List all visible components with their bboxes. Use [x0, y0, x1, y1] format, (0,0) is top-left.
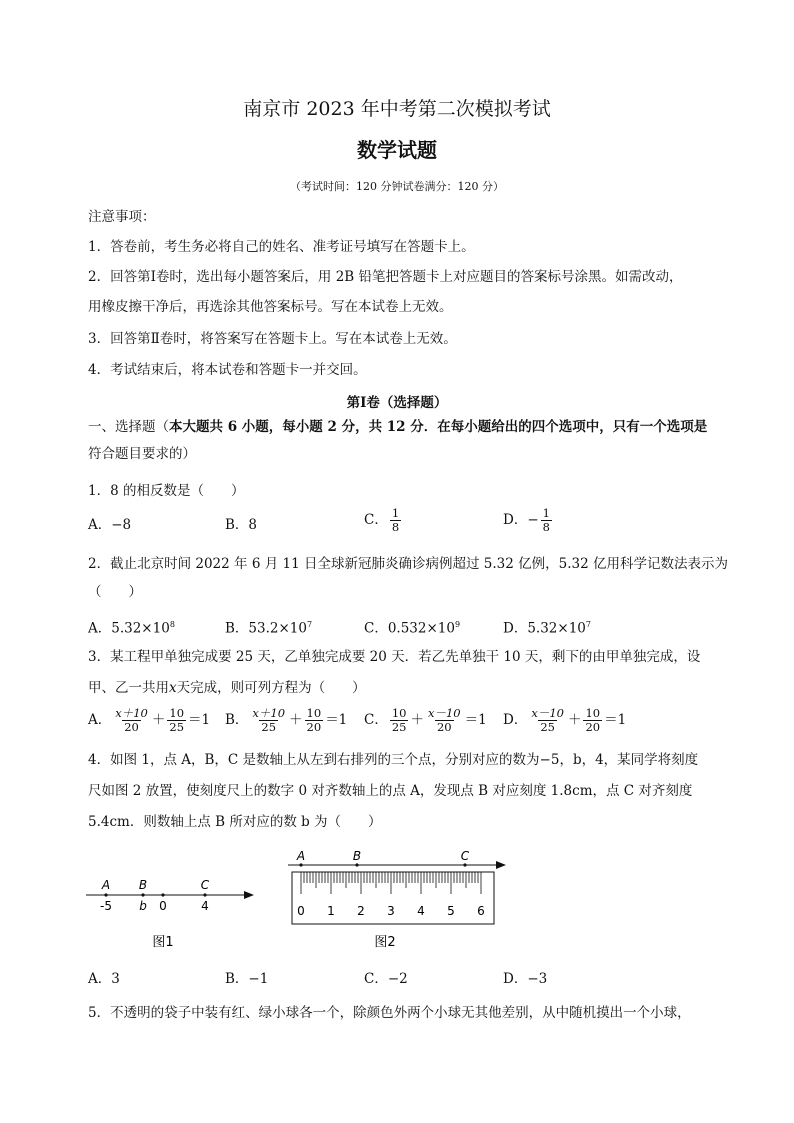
ruler-number: 6 [477, 904, 485, 918]
q4-line2: 尺如图 2 放置，使刻度尺上的数字 0 对齐数轴上的点 A，发现点 B 对应刻度 1.8cm，点 C 对齐刻度 [88, 783, 693, 799]
q3-variable: x [169, 680, 177, 696]
q2-option-c-exponent: 9 [454, 620, 461, 629]
ruler-number: 0 [297, 904, 305, 918]
fraction-denominator: 8 [542, 520, 550, 534]
fraction-numerator: x＋10 [115, 706, 148, 720]
q4-line3: 5.4cm．则数轴上点 B 所对应的数 b 为（ ） [88, 814, 382, 830]
value-b: b [139, 899, 147, 913]
ruler-number: 1 [327, 904, 335, 918]
fraction-numerator: x＋10 [252, 706, 286, 720]
q3-option-b [225, 707, 347, 734]
q4-option-b: B．−1 [225, 971, 269, 987]
fraction-denominator: 25 [540, 720, 555, 734]
equals-one: ＝1 [604, 712, 627, 728]
ruler-number: 4 [417, 904, 425, 918]
q3-stem-line2-b: 天完成，则可列方程为（ ） [176, 680, 366, 696]
q3-option-d [503, 707, 626, 734]
q2-option-d [503, 616, 591, 638]
q1-option-c-fraction [390, 507, 401, 534]
q2-option-c [364, 616, 460, 638]
ruler-ticks [301, 872, 481, 894]
ruler-number: 2 [357, 904, 365, 918]
figure-1-caption: 图1 [152, 935, 174, 950]
fraction-numerator: x－10 [531, 706, 564, 720]
equals-one: ＝1 [464, 712, 487, 728]
point-a-label: A [296, 849, 306, 863]
q1-option-a: A．−8 [88, 517, 132, 533]
point-c-label: C [200, 878, 210, 892]
q2-option-b-base: B．53.2×10 [225, 620, 307, 637]
section-intro [88, 418, 707, 436]
fraction-denominator: 8 [391, 520, 400, 534]
ruler-numbers [297, 904, 485, 918]
note-item-4: 4．考试结束后，将本试卷和答题卡一并交回。 [88, 362, 367, 378]
ruler-number: 3 [387, 904, 395, 918]
point-a-label: A [101, 878, 111, 892]
q2-paren: （ ） [88, 584, 142, 600]
q2-option-a [88, 616, 175, 638]
fraction-denominator: 20 [436, 720, 452, 734]
fraction-denominator: 25 [169, 720, 185, 734]
q2-option-a-exponent: 8 [169, 620, 175, 629]
q1-option-c [364, 507, 403, 534]
value-zero: 0 [159, 899, 167, 913]
option-label: A． [88, 712, 112, 728]
equals-one: ＝1 [325, 712, 348, 728]
fraction [426, 707, 463, 734]
q2-option-b-exponent: 7 [306, 620, 313, 629]
value-four: 4 [201, 899, 209, 913]
figure-1-number-line [80, 870, 270, 955]
fraction-numerator: 10 [585, 706, 601, 720]
point-a-dot [104, 893, 107, 896]
point-c-label: C [460, 849, 470, 863]
plus-sign: ＋ [567, 712, 582, 728]
point-b-dot [141, 893, 144, 896]
q3-option-c [364, 707, 487, 734]
section-heading: 第Ⅰ卷（选择题） [346, 395, 448, 411]
fraction-denominator: 20 [585, 720, 601, 734]
fraction [583, 707, 602, 734]
q2-option-d-base: D．5.32×10 [503, 620, 586, 637]
fraction-denominator: 20 [124, 720, 139, 734]
q2-option-c-base: C．0.532×10 [364, 620, 455, 637]
q1-option-b: B．8 [225, 517, 258, 533]
point-b-label: B [138, 878, 148, 892]
q2-option-d-exponent: 7 [585, 620, 591, 629]
equals-one: ＝1 [188, 712, 211, 728]
point-b-label: B [352, 849, 362, 863]
note-item-1: 1．答卷前，考生务必将自己的姓名、准考证号填写在答题卡上。 [88, 239, 475, 255]
point-c-dot [203, 893, 206, 896]
q1-option-d-label: D．− [503, 512, 539, 528]
fraction-numerator: 1 [542, 506, 550, 520]
fraction-numerator: 10 [391, 706, 407, 720]
q1-option-c-label: C． [364, 512, 388, 528]
exam-info: （考试时间：120 分钟试卷满分：120 分） [290, 180, 504, 193]
arrow-head-icon [496, 861, 506, 869]
figure-2-ruler [282, 845, 518, 955]
fraction-denominator: 25 [391, 720, 407, 734]
fraction [390, 707, 409, 734]
origin-dot [161, 893, 164, 896]
q4-option-d: D．−3 [503, 971, 548, 987]
option-label: D． [503, 712, 528, 728]
q3-stem: 3．某工程甲单独完成要 25 天，乙单独完成要 20 天．若乙先单独干 10 天，剩下的由甲单独完成，设 [88, 649, 701, 665]
arrow-head-icon [244, 891, 254, 899]
q4-line1: 4．如图 1，点 A，B，C 是数轴上从左到右排列的三个点，分别对应的数为−5，b，4，某同学将刻度 [88, 752, 699, 768]
point-b-dot [355, 863, 358, 866]
note-item-2-cont: 用橡皮擦干净后，再选涂其他答案标号。写在本试卷上无效。 [88, 299, 453, 315]
section-intro-bold: 本大题共 6 小题，每小题 2 分，共 12 分．在每小题给出的四个选项中，只有一个选项是 [169, 419, 708, 435]
q2-stem: 2．截止北京时间 2022 年 6 月 11 日全球新冠肺炎确诊病例超过 5.32 亿例，5.32 亿用科学记数法表示为 [88, 556, 728, 572]
section-intro-line2: 符合题目要求的） [88, 446, 196, 462]
q1-stem: 1．8 的相反数是（ ） [88, 483, 245, 499]
q2-option-b [225, 616, 312, 638]
option-label: B． [225, 712, 249, 728]
point-c-dot [463, 863, 466, 866]
point-a-dot [299, 863, 302, 866]
q3-stem-line2 [88, 679, 366, 697]
note-item-2: 2．回答第Ⅰ卷时，选出每小题答案后，用 2B 铅笔把答题卡上对应题目的答案标号涂黑。如需改动， [88, 269, 683, 285]
option-label: C． [364, 712, 388, 728]
q1-option-d-fraction [541, 507, 552, 534]
fraction-numerator: 10 [306, 706, 322, 720]
section-intro-lead: 一、选择题（ [88, 419, 169, 435]
fraction-numerator: 10 [169, 706, 185, 720]
fraction [113, 707, 150, 734]
exam-title: 南京市 2023 年中考第二次模拟考试 [243, 98, 551, 120]
plus-sign: ＋ [151, 712, 166, 728]
value-minus-five: -5 [100, 899, 112, 913]
fraction-denominator: 25 [261, 720, 277, 734]
q4-option-c: C．−2 [364, 971, 408, 987]
notes-heading: 注意事项： [88, 209, 156, 225]
fraction [250, 707, 287, 734]
q3-option-a [88, 707, 210, 734]
ruler-number: 5 [447, 904, 455, 918]
note-item-3: 3．回答第Ⅱ卷时，将答案写在答题卡上。写在本试卷上无效。 [88, 331, 457, 347]
fraction [305, 707, 324, 734]
fraction [167, 707, 186, 734]
fraction-denominator: 20 [306, 720, 322, 734]
q4-option-a: A．3 [88, 971, 120, 987]
figure-2-caption: 图2 [374, 935, 396, 950]
q2-option-a-base: A．5.32×10 [88, 620, 170, 637]
plus-sign: ＋ [410, 712, 424, 728]
fraction [529, 707, 566, 734]
q3-stem-line2-a: 甲、乙一共用 [88, 680, 169, 696]
plus-sign: ＋ [289, 712, 303, 728]
q1-option-d [503, 507, 554, 534]
fraction-numerator: x－10 [427, 706, 461, 720]
q5-line1: 5．不透明的袋子中装有红、绿小球各一个，除颜色外两个小球无其他差别，从中随机摸出一个小球， [88, 1005, 691, 1021]
subject-title: 数学试题 [357, 138, 437, 162]
fraction-numerator: 1 [391, 506, 400, 520]
